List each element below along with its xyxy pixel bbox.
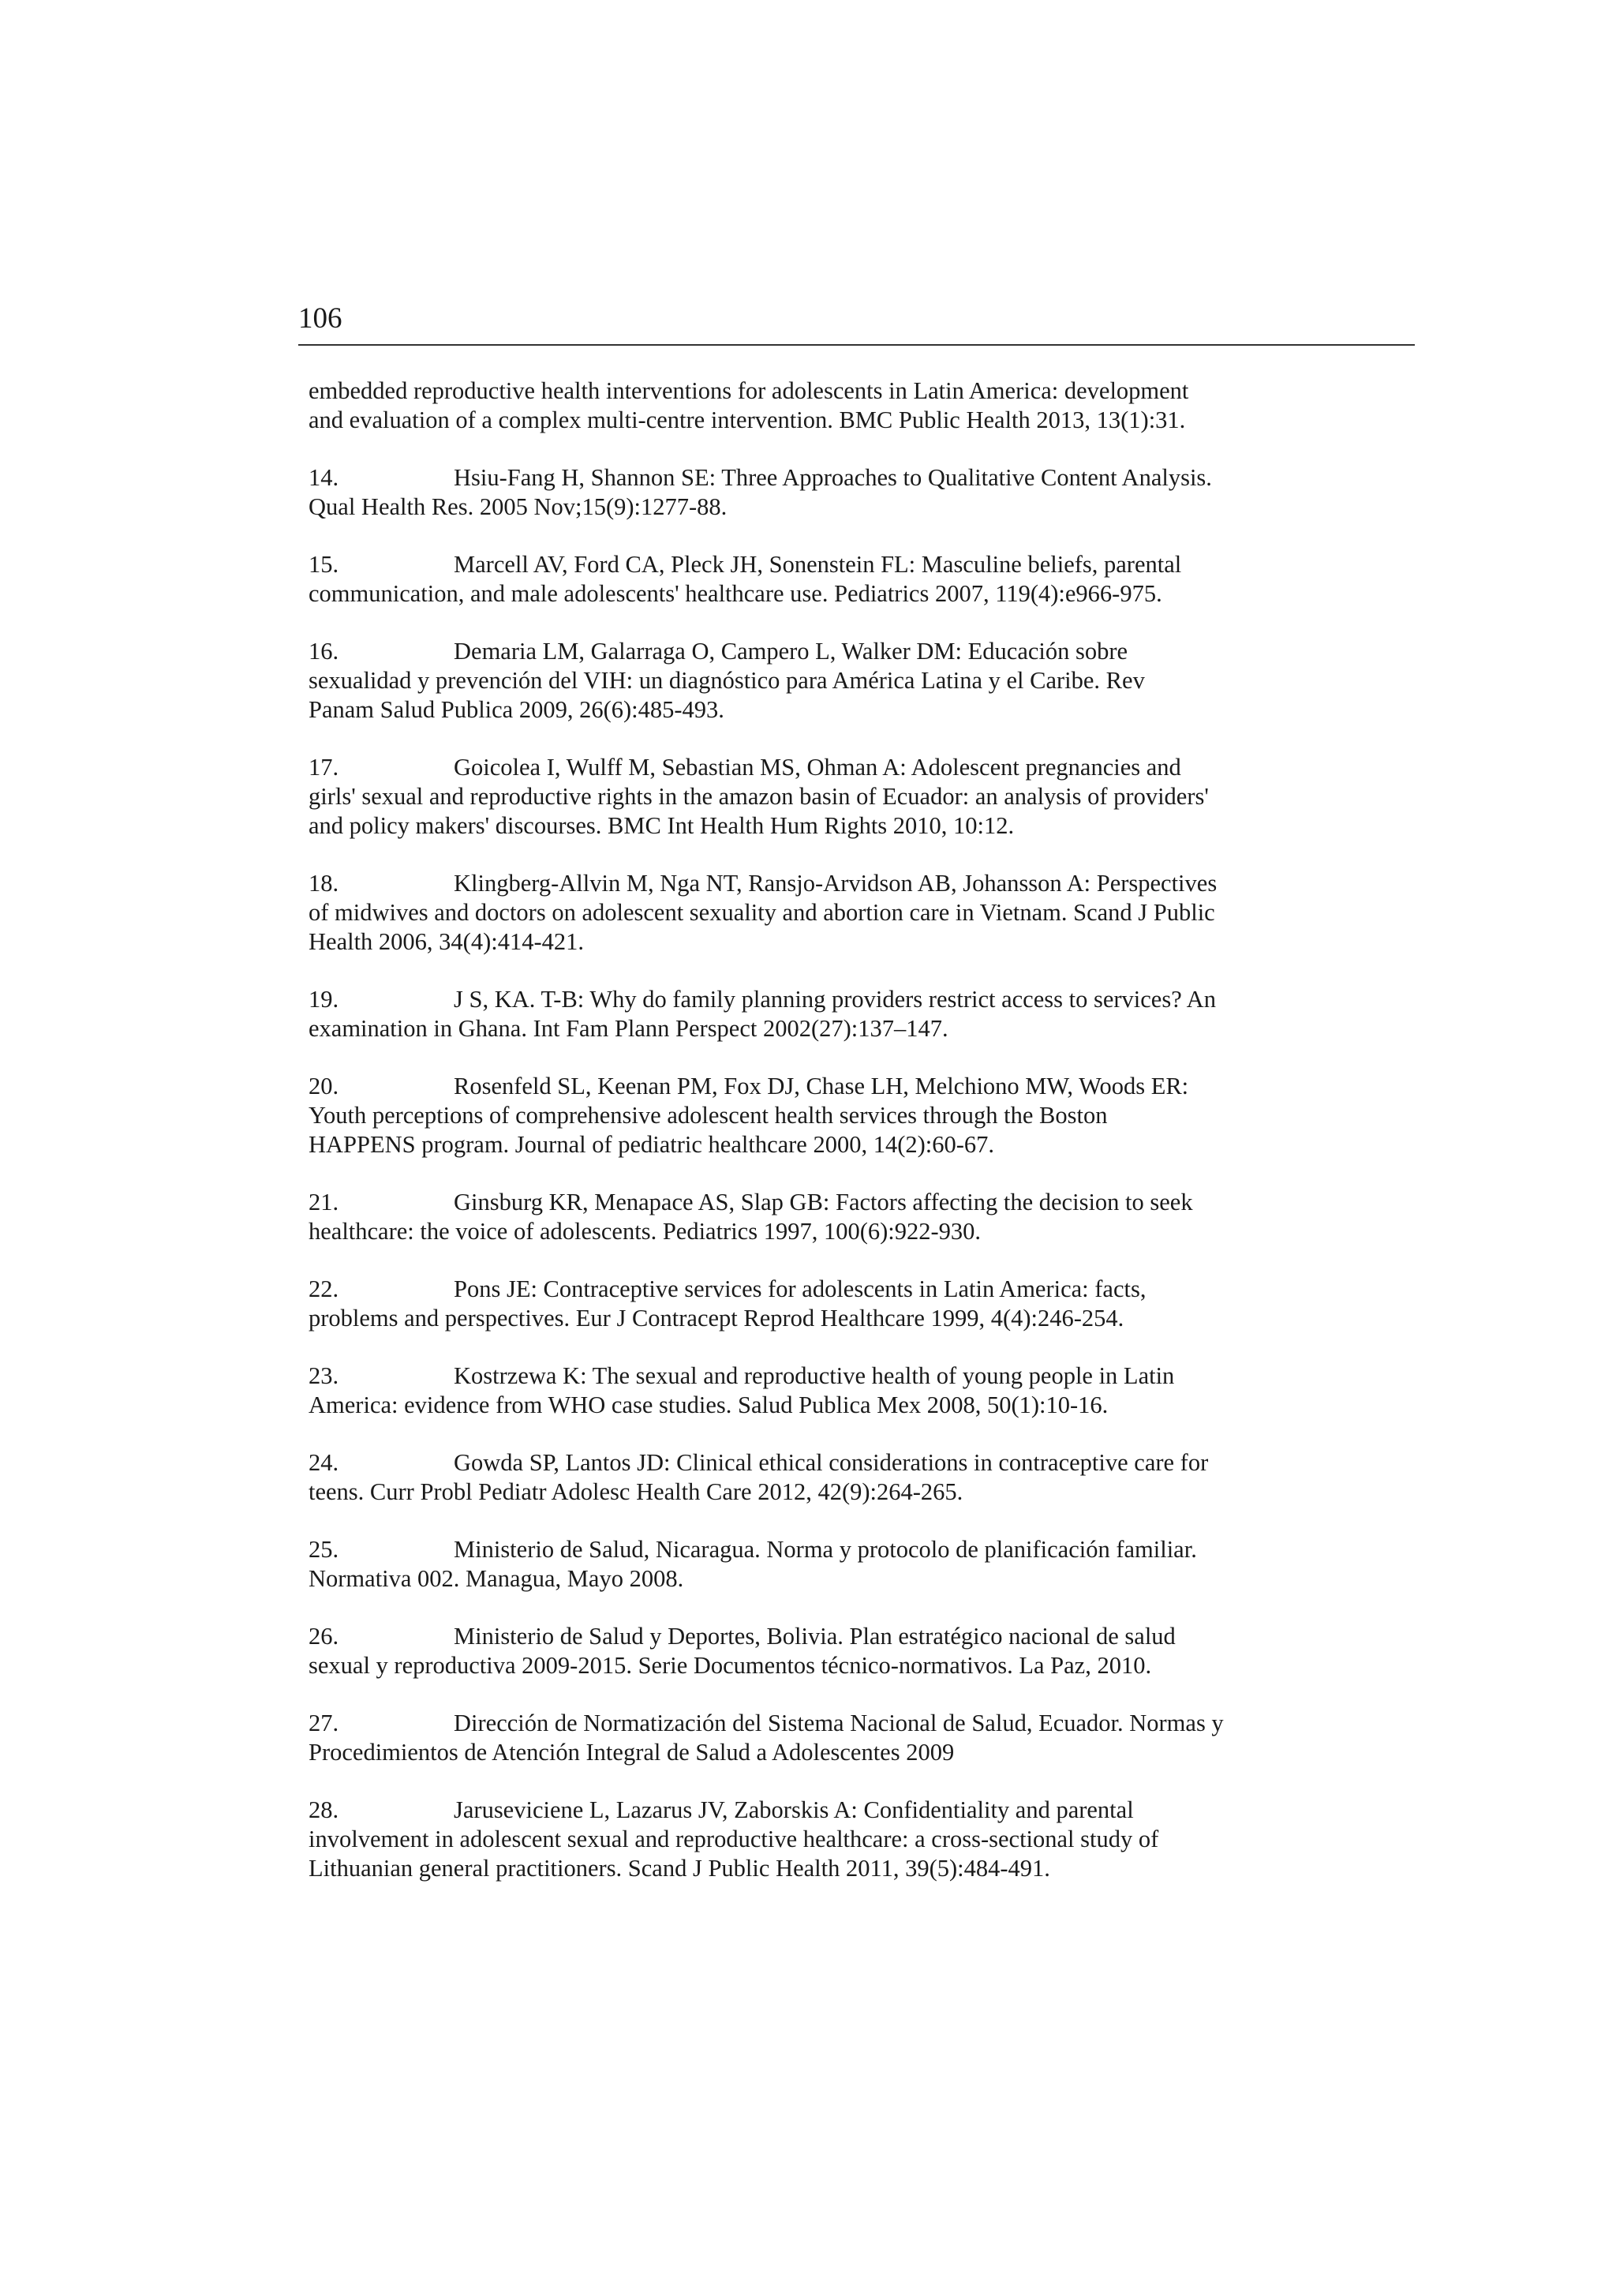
reference-first-line <box>309 1361 1334 1391</box>
reference-first-line <box>309 1535 1334 1564</box>
reference-first-line <box>309 1622 1334 1651</box>
reference-first-line <box>309 753 1334 782</box>
reference-line: HAPPENS program. Journal of pediatric healthcare 2000, 14(2):60-67. <box>309 1131 995 1158</box>
reference-text: Demaria LM, Galarraga O, Campero L, Walker DM: Educación sobre <box>454 638 1128 665</box>
reference-line: Lithuanian general practitioners. Scand J Public Health 2011, 39(5):484-491. <box>309 1855 1050 1882</box>
reference-first-line <box>309 463 1334 493</box>
reference-entry <box>309 550 1334 609</box>
reference-line: examination in Ghana. Int Fam Plann Perspect 2002(27):137–147. <box>309 1015 948 1042</box>
reference-list <box>309 376 1334 1912</box>
reference-line: Procedimientos de Atención Integral de Salud a Adolescentes 2009 <box>309 1739 955 1766</box>
reference-entry <box>309 1709 1334 1767</box>
page-header <box>298 298 1415 346</box>
reference-text: Ginsburg KR, Menapace AS, Slap GB: Factors affecting the decision to seek <box>454 1189 1193 1215</box>
reference-text: Gowda SP, Lantos JD: Clinical ethical considerations in contraceptive care for <box>454 1449 1209 1476</box>
reference-number: 16. <box>309 638 339 665</box>
reference-text: Ministerio de Salud, Nicaragua. Norma y protocolo de planificación familiar. <box>454 1536 1197 1563</box>
reference-entry <box>309 1072 1334 1159</box>
reference-line: involvement in adolescent sexual and reproductive healthcare: a cross-sectional study of <box>309 1826 1159 1852</box>
reference-entry <box>309 637 1334 725</box>
reference-number: 17. <box>309 754 339 781</box>
reference-line: of midwives and doctors on adolescent sexuality and abortion care in Vietnam. Scand J Public <box>309 899 1215 926</box>
reference-text: Goicolea I, Wulff M, Sebastian MS, Ohman A: Adolescent pregnancies and <box>454 754 1181 781</box>
reference-entry <box>309 1535 1334 1594</box>
page-number: 106 <box>298 302 342 335</box>
reference-line: Normativa 002. Managua, Mayo 2008. <box>309 1565 684 1592</box>
reference-line: Health 2006, 34(4):414-421. <box>309 928 584 955</box>
reference-number: 14. <box>309 464 339 491</box>
reference-line: Youth perceptions of comprehensive adolescent health services through the Boston <box>309 1102 1108 1129</box>
reference-line: sexual y reproductiva 2009-2015. Serie Documentos técnico-normativos. La Paz, 2010. <box>309 1652 1152 1679</box>
reference-first-line <box>309 1188 1334 1217</box>
reference-text: Klingberg-Allvin M, Nga NT, Ransjo-Arvidson AB, Johansson A: Perspectives <box>454 870 1218 897</box>
reference-number: 19. <box>309 986 339 1013</box>
reference-text: Jaruseviciene L, Lazarus JV, Zaborskis A: Confidentiality and parental <box>454 1796 1134 1823</box>
reference-continuation <box>309 376 1334 435</box>
reference-line: embedded reproductive health interventions for adolescents in Latin America: development <box>309 377 1189 404</box>
reference-line: America: evidence from WHO case studies. Salud Publica Mex 2008, 50(1):10-16. <box>309 1391 1109 1418</box>
reference-text: Ministerio de Salud y Deportes, Bolivia. Plan estratégico nacional de salud <box>454 1623 1176 1650</box>
reference-text: Kostrzewa K: The sexual and reproductive health of young people in Latin <box>454 1362 1175 1389</box>
reference-text: Dirección de Normatización del Sistema Nacional de Salud, Ecuador. Normas y <box>454 1710 1224 1736</box>
reference-line: Panam Salud Publica 2009, 26(6):485-493. <box>309 696 724 723</box>
reference-entry <box>309 1188 1334 1246</box>
reference-entry <box>309 869 1334 957</box>
reference-first-line <box>309 1072 1334 1101</box>
reference-line: teens. Curr Probl Pediatr Adolesc Health Care 2012, 42(9):264-265. <box>309 1478 963 1505</box>
reference-number: 15. <box>309 551 339 578</box>
reference-text: Pons JE: Contraceptive services for adolescents in Latin America: facts, <box>454 1275 1147 1302</box>
reference-number: 23. <box>309 1362 339 1389</box>
reference-entry <box>309 1275 1334 1333</box>
reference-first-line <box>309 1709 1334 1738</box>
reference-text: Hsiu-Fang H, Shannon SE: Three Approaches to Qualitative Content Analysis. <box>454 464 1212 491</box>
reference-first-line <box>309 1448 1334 1478</box>
reference-first-line <box>309 869 1334 898</box>
reference-entry <box>309 985 1334 1043</box>
reference-text: Rosenfeld SL, Keenan PM, Fox DJ, Chase LH, Melchiono MW, Woods ER: <box>454 1073 1189 1099</box>
reference-first-line <box>309 637 1334 666</box>
reference-number: 18. <box>309 870 339 897</box>
reference-line: problems and perspectives. Eur J Contracept Reprod Healthcare 1999, 4(4):246-254. <box>309 1305 1124 1332</box>
reference-text: Marcell AV, Ford CA, Pleck JH, Sonenstein FL: Masculine beliefs, parental <box>454 551 1182 578</box>
reference-entry <box>309 1448 1334 1507</box>
reference-number: 21. <box>309 1189 339 1215</box>
reference-line: sexualidad y prevención del VIH: un diagnóstico para América Latina y el Caribe. Rev <box>309 667 1145 694</box>
reference-line: girls' sexual and reproductive rights in the amazon basin of Ecuador: an analysis of providers' <box>309 783 1209 810</box>
reference-entry <box>309 1796 1334 1883</box>
reference-entry <box>309 1622 1334 1680</box>
reference-number: 25. <box>309 1536 339 1563</box>
reference-entry <box>309 753 1334 841</box>
reference-entry <box>309 463 1334 522</box>
reference-line: and evaluation of a complex multi-centre intervention. BMC Public Health 2013, 13(1):31. <box>309 406 1186 433</box>
reference-first-line <box>309 1796 1334 1825</box>
reference-line: communication, and male adolescents' healthcare use. Pediatrics 2007, 119(4):e966-975. <box>309 580 1162 607</box>
reference-number: 28. <box>309 1796 339 1823</box>
reference-first-line <box>309 1275 1334 1304</box>
reference-first-line <box>309 550 1334 579</box>
reference-number: 20. <box>309 1073 339 1099</box>
reference-text: J S, KA. T-B: Why do family planning providers restrict access to services? An <box>454 986 1216 1013</box>
reference-number: 22. <box>309 1275 339 1302</box>
reference-number: 27. <box>309 1710 339 1736</box>
reference-number: 24. <box>309 1449 339 1476</box>
reference-line: Qual Health Res. 2005 Nov;15(9):1277-88. <box>309 493 728 520</box>
reference-line: healthcare: the voice of adolescents. Pediatrics 1997, 100(6):922-930. <box>309 1218 982 1245</box>
reference-items <box>309 463 1334 1883</box>
reference-first-line <box>309 985 1334 1014</box>
reference-entry <box>309 1361 1334 1420</box>
reference-number: 26. <box>309 1623 339 1650</box>
reference-line: and policy makers' discourses. BMC Int Health Hum Rights 2010, 10:12. <box>309 812 1015 839</box>
